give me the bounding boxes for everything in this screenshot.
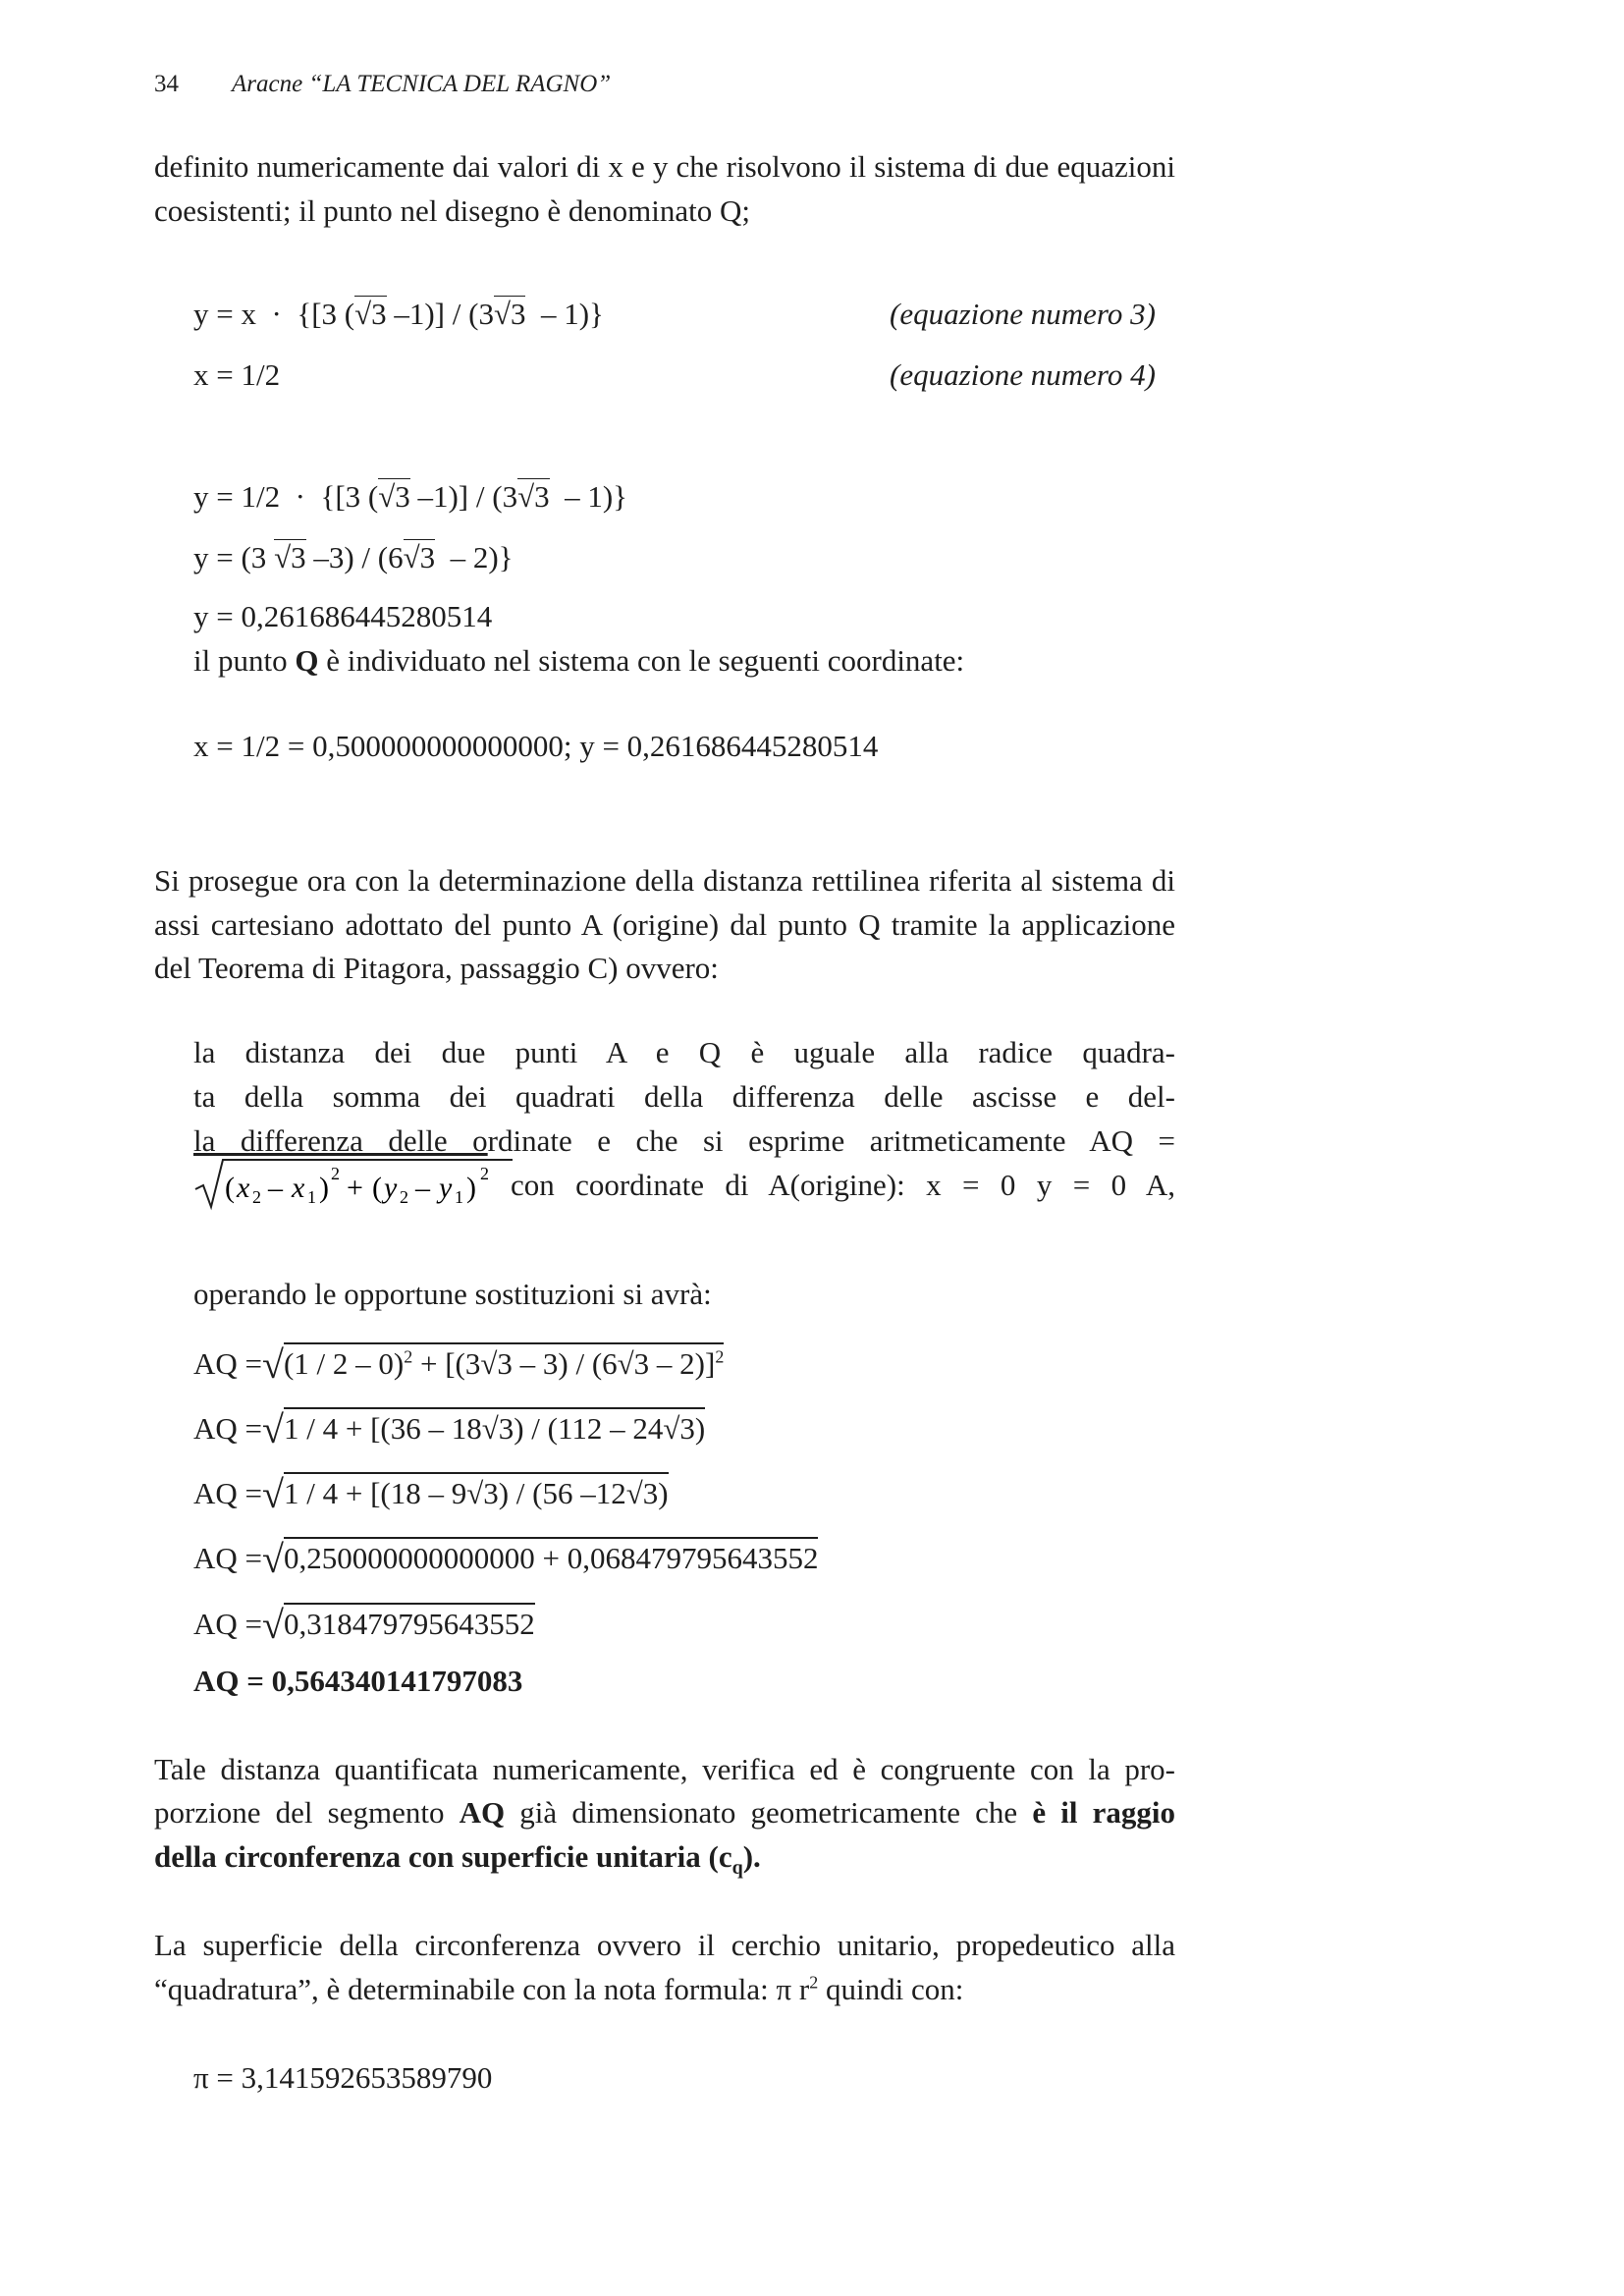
intro-paragraph: definito numericamente dai valori di x e y che risolvono il sistema di due equazioni coesistenti; il punto nel disegno è denominato Q; [154,149,1175,228]
solution-line-2: y = (3 √3 –3) / (6√3 – 2)} [193,540,514,574]
sqrt-symbol: √3 [354,297,387,331]
svg-text:x: x [292,1172,305,1204]
solution-line-3: y = 0,261686445280514 [193,599,493,633]
equation-4-label: (equazione numero 4) [890,357,1156,392]
svg-text:+: + [347,1172,363,1204]
substitution-intro: operando le opportune sostituzioni si avrà: [193,1277,712,1311]
svg-text:2: 2 [480,1164,489,1183]
distance-formula [193,1154,517,1213]
distance-line-1: la distanza dei due punti A e Q è uguale alla radice quadra- [193,1035,1175,1069]
svg-text:x: x [237,1172,250,1204]
aq-step-4: AQ =√0,250000000000000 + 0,068479795643552 [193,1537,819,1581]
distance-formula-tail: con coordinate di A(origine): x = 0 y = 0 A, [511,1168,1175,1202]
q-coordinates: x = 1/2 = 0,500000000000000; y = 0,261686445280514 [193,729,879,763]
svg-text:y: y [384,1172,398,1204]
distance-line-3: la differenza delle ordinate e che si esprime aritmeticamente AQ = [193,1123,1175,1158]
svg-text:1: 1 [455,1187,463,1207]
equation-3: y = x · {[3 (√3 –1)] / (3√3 – 1)} [193,297,604,331]
solution-line-1: y = 1/2 · {[3 (√3 –1)] / (3√3 – 1)} [193,479,628,514]
aq-step-1: AQ =√(1 / 2 – 0)$^2$ + [(3√3 – 3) / (6√3 – 2)]$^2$ [193,1342,725,1387]
svg-text:2: 2 [252,1187,261,1207]
page-number: 34 [154,71,179,97]
equation-4: x = 1/2 [193,357,281,392]
aq-result: AQ = 0,564340141797083 [193,1664,523,1698]
paragraph-pythagoras: Si prosegue ora con la determinazione della distanza rettilinea riferita al sistema di assi cartesiano adottato del punto A (origine) dal punto Q tramite la applicazione del Teorema di Pitagora, passaggio C) ovvero: [154,863,1175,985]
paragraph-3-line-2: porzione del segmento AQ già dimensionato geometricamente che è il raggio [154,1795,1175,1830]
aq-step-3: AQ =√1 / 4 + [(18 – 9√3) / (56 –12√3) [193,1472,669,1516]
aq-step-5: AQ =√0,318479795643552 [193,1603,535,1647]
svg-text:2: 2 [331,1164,340,1183]
equation-3-label: (equazione numero 3) [890,297,1156,331]
svg-text:): ) [466,1172,476,1204]
distance-line-2: ta della somma dei quadrati della differenza delle ascisse e del- [193,1079,1175,1114]
svg-text:–: – [415,1172,430,1204]
svg-text:(: ( [372,1172,382,1204]
paragraph-4-line-1: La superficie della circonferenza ovvero il cerchio unitario, propedeutico alla [154,1928,1175,1962]
paragraph-3-line-3: della circonferenza con superficie unitaria $(c_q)$. [154,1839,761,1880]
pi-value: π = 3,141592653589790 [193,2060,493,2095]
svg-text:y: y [439,1172,453,1204]
solution-line-4: il punto Q è individuato nel sistema con le seguenti coordinate: [193,643,965,678]
svg-text:(: ( [225,1172,235,1204]
svg-text:–: – [268,1172,283,1204]
aq-step-2: AQ =√1 / 4 + [(36 – 18√3) / (112 – 24√3) [193,1407,706,1451]
paragraph-4-line-2: “quadratura”, è determinabile con la nota formula: π $r^2$ quindi con: [154,1972,964,2006]
paragraph-3-line-1: Tale distanza quantificata numericamente, verifica ed è congruente con la pro- [154,1752,1175,1786]
svg-text:2: 2 [400,1187,408,1207]
svg-text:): ) [319,1172,329,1204]
running-title: Aracne “LA TECNICA DEL RAGNO” [232,71,612,97]
svg-text:1: 1 [307,1187,316,1207]
